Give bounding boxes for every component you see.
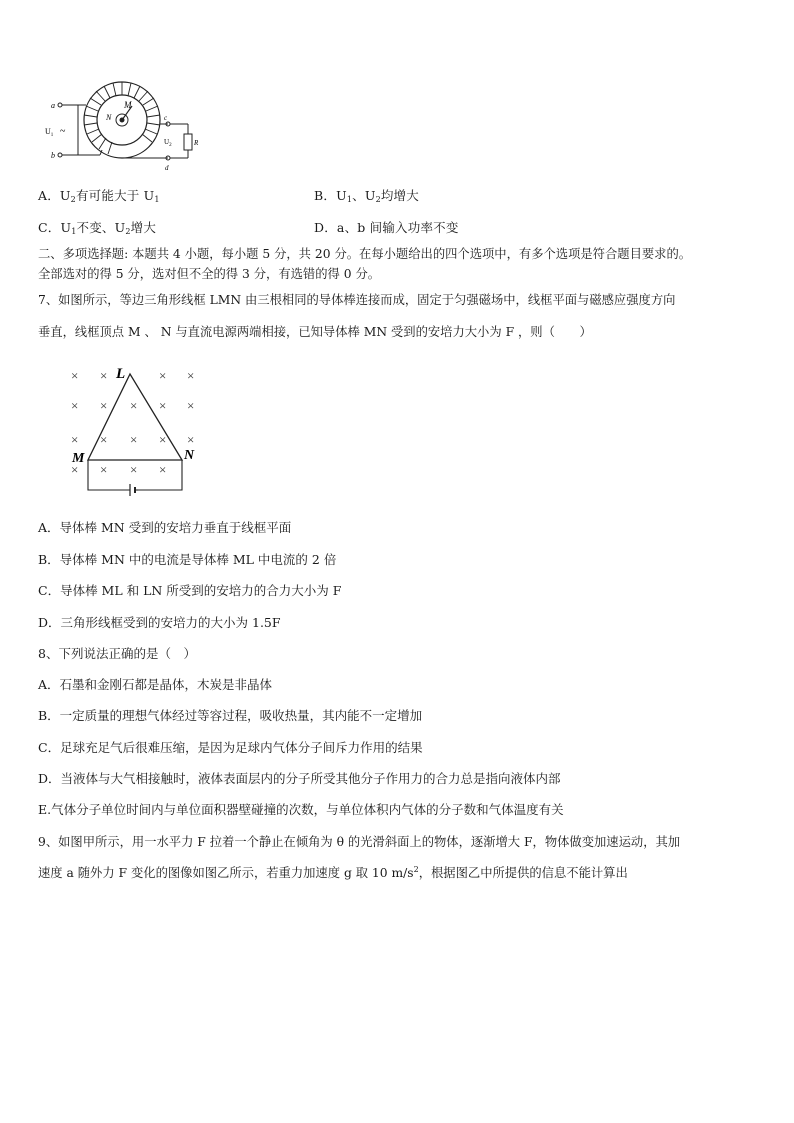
- q6-option-c: C．$U_1$不变、$U_2$增大: [38, 220, 157, 236]
- q8-option-a: A．石墨和金刚石都是晶体，木炭是非晶体: [38, 677, 273, 692]
- svg-text:×: ×: [159, 368, 167, 383]
- q7-option-c: C．导体棒 ML 和 LN 所受到的安培力的合力大小为 F: [38, 583, 342, 598]
- section2-line1: 二、多项选择题: 本题共 4 小题，每小题 5 分，共 20 分。在每小题给出的四个选项中，有多个选项是符合题目要求的。: [38, 247, 692, 261]
- q9-stem-line2: 速度 a 随外力 F 变化的图像如图乙所示，若重力加速度 g 取 10 $m/s^2$，根据图乙中所提供的信息不能计算出: [38, 865, 628, 880]
- q8-option-c: C．足球充足气后很难压缩，是因为足球内气体分子间斥力作用的结果: [38, 740, 423, 755]
- svg-text:×: ×: [71, 368, 79, 383]
- svg-text:×: ×: [187, 432, 195, 447]
- svg-text:×: ×: [130, 432, 138, 447]
- svg-text:×: ×: [100, 368, 108, 383]
- svg-text:×: ×: [187, 398, 195, 413]
- q7-stem-line1: 7、如图所示，等边三角形线框 LMN 由三根相同的导体棒连接而成，固定于匀强磁场中，线框平面与磁感应强度方向: [38, 293, 676, 307]
- svg-text:×: ×: [159, 462, 167, 477]
- terminal-d-label: d: [165, 164, 169, 172]
- triangle-field-diagram: [64, 362, 214, 498]
- q8-stem: 8、下列说法正确的是（ ）: [38, 646, 196, 661]
- svg-text:×: ×: [100, 432, 108, 447]
- triangle-lmn: [88, 374, 182, 460]
- vertex-l-label: L: [116, 366, 126, 382]
- terminal-a-label: a: [51, 101, 55, 110]
- ac-symbol: ~: [60, 126, 66, 137]
- triangle-frame-figure: [64, 362, 214, 498]
- svg-text:×: ×: [100, 398, 108, 413]
- svg-text:×: ×: [100, 462, 108, 477]
- r-label: R: [194, 139, 199, 147]
- q8-option-d: D．当液体与大气相接触时，液体表面层内的分子所受其他分子作用力的合力总是指向液体内部: [38, 771, 561, 786]
- q7-option-b: B．导体棒 MN 中的电流是导体棒 ML 中电流的 2 倍: [38, 552, 337, 567]
- svg-text:×: ×: [71, 432, 79, 447]
- terminal-c-label: c: [164, 114, 168, 122]
- q6-option-d: D．a、b 间输入功率不变: [314, 220, 459, 235]
- q8-option-b: B．一定质量的理想气体经过等容过程，吸收热量，其内能不一定增加: [38, 708, 423, 723]
- n-label: N: [106, 113, 112, 122]
- svg-text:×: ×: [187, 368, 195, 383]
- m-label: M: [124, 100, 132, 110]
- q9-stem-line1: 9、如图甲所示，用一水平力 F 拉着一个静止在倾角为 θ 的光滑斜面上的物体，逐渐增大 F，物体做变加速运动，其加: [38, 835, 681, 849]
- terminal-b-label: b: [51, 151, 55, 160]
- q7-option-d: D．三角形线框受到的安培力的大小为 1.5F: [38, 615, 281, 630]
- q6-option-a: A．$U_2$有可能大于 $U_1$: [38, 188, 160, 204]
- section2-line2: 全部选对的得 5 分，选对但不全的得 3 分，有选错的得 0 分。: [38, 267, 381, 281]
- svg-text:×: ×: [159, 398, 167, 413]
- u2-label: $U_2$: [164, 138, 172, 148]
- svg-text:×: ×: [159, 432, 167, 447]
- q8-option-e: E.气体分子单位时间内与单位面积器壁碰撞的次数，与单位体积内气体的分子数和气体温度有关: [38, 802, 564, 817]
- q6-option-b: B．$U_1$、$U_2$均增大: [314, 188, 419, 204]
- transformer-diagram: [40, 78, 210, 178]
- svg-text:×: ×: [71, 462, 79, 477]
- q7-stem-line2: 垂直，线框顶点 M 、 N 与直流电源两端相接，已知导体棒 MN 受到的安培力大小为 F ，则（ ）: [38, 325, 592, 339]
- vertex-n-label: N: [184, 448, 195, 463]
- transformer-figure: [40, 78, 210, 178]
- svg-text:×: ×: [130, 462, 138, 477]
- q7-option-a: A．导体棒 MN 受到的安培力垂直于线框平面: [38, 520, 292, 535]
- u1-label: $U_1$: [45, 127, 54, 138]
- svg-text:×: ×: [71, 398, 79, 413]
- svg-text:×: ×: [130, 398, 138, 413]
- vertex-m-label: M: [72, 451, 85, 466]
